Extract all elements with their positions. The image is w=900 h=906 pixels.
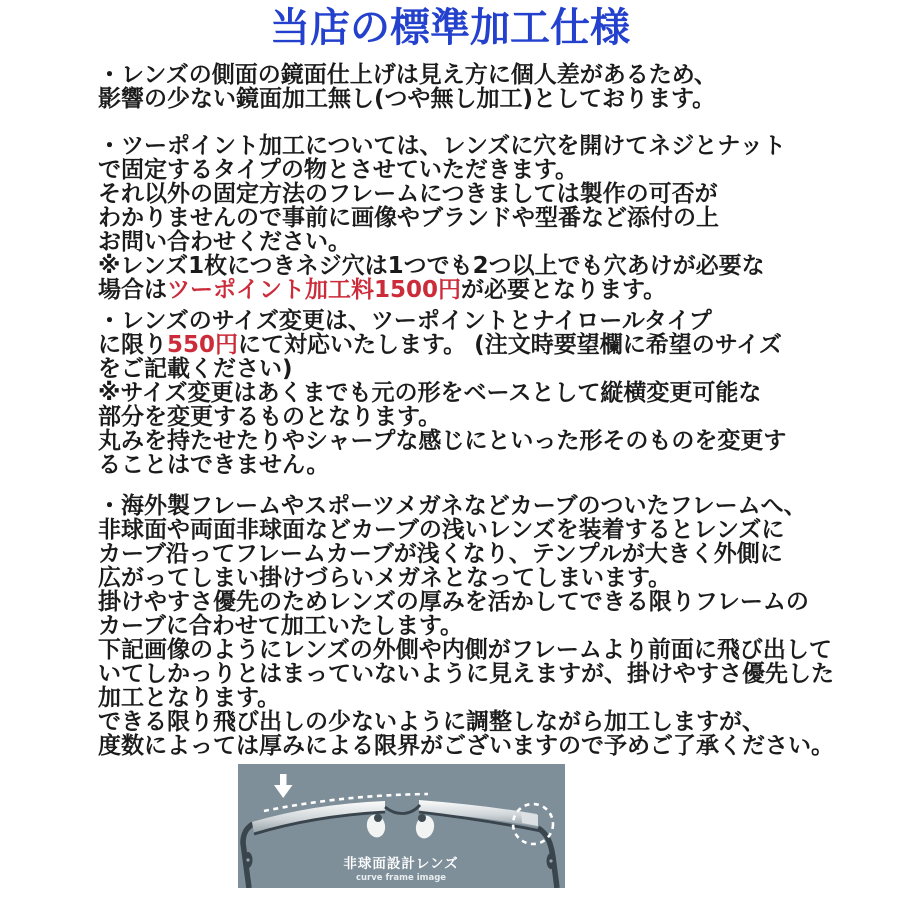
text-segment: 場合は bbox=[98, 277, 167, 303]
text-line: 非球面や両面非球面などカーブの浅いレンズを装着するとレンズに bbox=[98, 517, 785, 543]
figure-label-jp: 非球面設計レンズ bbox=[343, 856, 459, 872]
text-line: 加工となります。 bbox=[98, 685, 281, 711]
text-segment: に限り bbox=[98, 332, 167, 358]
nose-pad-right-stud bbox=[418, 814, 426, 822]
text-line: ・レンズのサイズ変更は、ツーポイントとナイロールタイプ bbox=[98, 308, 712, 334]
nose-pad-left-stud bbox=[374, 814, 382, 822]
left-hinge-screw bbox=[246, 858, 249, 861]
right-hinge-screw bbox=[549, 859, 552, 862]
paragraph-mirror-finish bbox=[98, 63, 880, 111]
text-segment: にて対応いたします。 (注文時要望欄に希望のサイズ bbox=[238, 332, 782, 358]
text-line bbox=[98, 278, 880, 302]
text-line: わかりませんので事前に画像やブランドや型番など添付の上 bbox=[98, 205, 719, 231]
text-line: 広がってしまい掛けづらいメガネとなってしまいます。 bbox=[98, 565, 672, 591]
figure-label-en: curve frame image bbox=[355, 873, 447, 883]
paragraph-curved-frames bbox=[98, 494, 880, 758]
price-highlight: 550円 bbox=[167, 332, 239, 358]
text-segment: が必要となります。 bbox=[461, 277, 667, 303]
text-line: ・ツーポイント加工については、レンズに穴を開けてネジとナット bbox=[98, 133, 786, 159]
text-line: それ以外の固定方法のフレームにつきましては製作の可否が bbox=[98, 181, 718, 207]
text-line: お問い合わせください。 bbox=[98, 229, 351, 255]
paragraph-two-point bbox=[98, 134, 880, 302]
text-line: 部分を変更するものとなります。 bbox=[98, 404, 442, 430]
text-line: カーブ沿ってフレームカーブが浅くなり、テンプルが大きく外側に bbox=[98, 541, 783, 567]
curve-frame-figure bbox=[238, 764, 565, 888]
spec-sheet bbox=[0, 6, 900, 906]
text-line: をご記載ください) bbox=[98, 356, 293, 382]
text-line: 掛けやすさ優先のためレンズの厚みを活かしてできる限りフレームの bbox=[98, 589, 809, 615]
text-line: 下記画像のようにレンズの外側や内側がフレームより前面に飛び出して bbox=[98, 637, 832, 663]
text-line: 丸みを持たせたりやシャープな感じにといった形そのものを変更す bbox=[98, 428, 787, 454]
text-line: 影響の少ない鏡面加工無し(つや無し加工)としております。 bbox=[98, 86, 716, 112]
text-line: 度数によっては厚みによる限界がございますので予めご了承ください。 bbox=[98, 733, 834, 759]
text-line: ・レンズの側面の鏡面仕上げは見え方に個人差があるため、 bbox=[98, 62, 717, 88]
glasses-top-view bbox=[238, 764, 565, 888]
text-line bbox=[98, 333, 880, 357]
price-highlight: ツーポイント加工料1500円 bbox=[167, 277, 462, 303]
text-line: で固定するタイプの物とさせていただきます。 bbox=[98, 157, 579, 183]
text-line: カーブに合わせて加工いたします。 bbox=[98, 613, 464, 639]
text-line: ※レンズ1枚につきネジ穴は1つでも2つ以上でも穴あけが必要な bbox=[98, 253, 765, 279]
text-line: できる限り飛び出しの少ないように調整しながら加工しますが、 bbox=[98, 709, 765, 735]
page-title: 当店の標準加工仕様 bbox=[270, 5, 630, 51]
text-line: ることはできません。 bbox=[98, 452, 330, 478]
text-line: ※サイズ変更はあくまでも元の形をベースとして縦横変更可能な bbox=[98, 380, 762, 406]
paragraph-size-change bbox=[98, 309, 880, 477]
text-line: いてしかっりとはまっていないように見えますが、掛けやすさ優先した bbox=[98, 661, 834, 687]
text-line: ・海外製フレームやスポーツメガネなどカーブのついたフレームへ、 bbox=[98, 493, 807, 519]
